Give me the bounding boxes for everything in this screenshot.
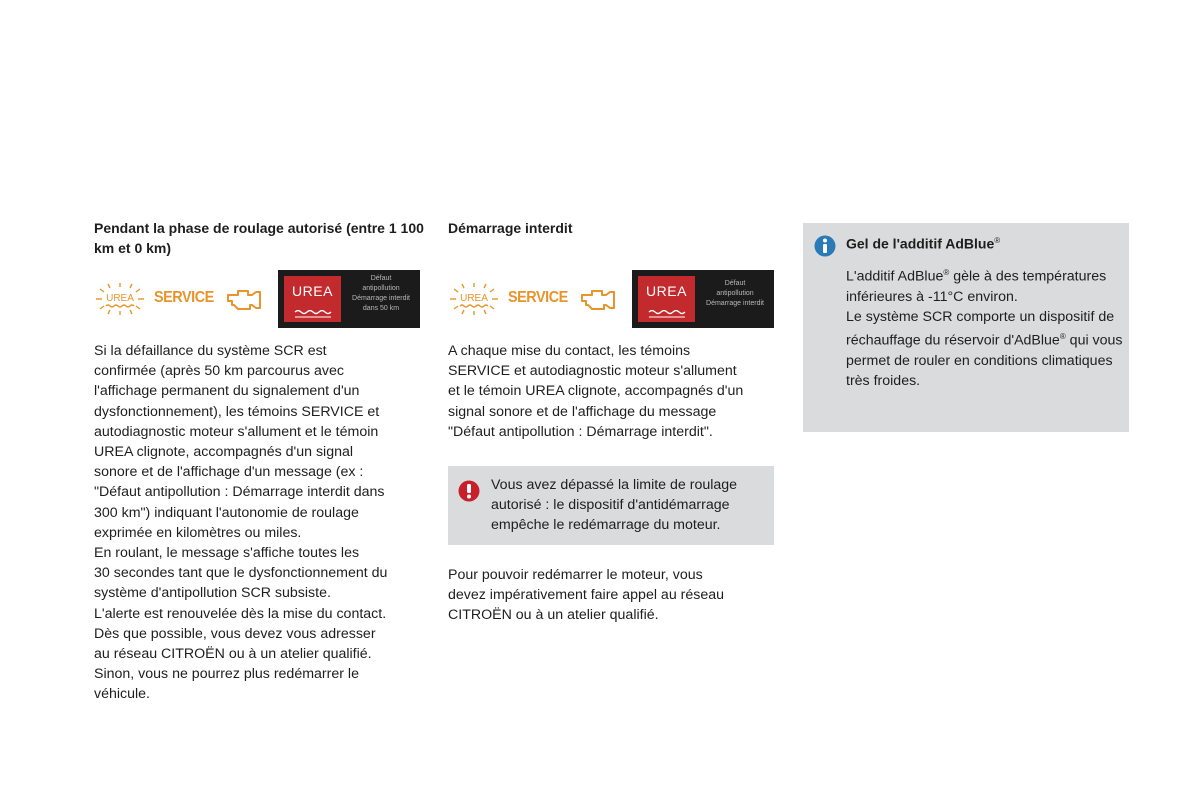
urea-lamp-label: UREA	[106, 293, 134, 304]
warning-lamps-row	[94, 270, 420, 328]
urea-lamp-icon	[94, 282, 146, 316]
display-urea-warning	[638, 276, 695, 322]
display-message: Défaut antipollution Démarrage interdit	[706, 280, 764, 307]
warning-lamps-row	[448, 270, 774, 328]
info-title: Gel de l'additif AdBlue®	[846, 235, 1001, 252]
urea-fluid-icon	[648, 308, 686, 318]
warning-notice	[448, 466, 774, 545]
section-heading: Démarrage interdit	[448, 220, 573, 236]
warning-text: Vous avez dépassé la limite de roulage autorisé : le dispositif d'antidémarrage empêche le redémarrage du moteur.	[491, 477, 738, 534]
display-message: Défaut antipollution Démarrage interdit dans 50 km	[352, 275, 410, 312]
engine-check-icon	[578, 285, 618, 315]
restart-instructions: Pour pouvoir redémarrer le moteur, vous devez impérativement faire appel au réseau CITROËN ou à un atelier qualifié.	[448, 567, 725, 624]
info-icon	[814, 235, 836, 257]
display-urea-label: UREA	[292, 283, 333, 299]
info-notice	[803, 223, 1129, 432]
service-lamp-label: SERVICE	[154, 289, 214, 306]
section-body: A chaque mise du contact, les témoins SERVICE et autodiagnostic moteur s'allument et le témoin UREA clignote, accompagnés d'un signal sonore et de l'affichage du message "Défaut antipollution : Démarrage interdit".	[448, 343, 744, 440]
display-urea-warning	[284, 276, 341, 322]
service-lamp-label: SERVICE	[508, 289, 568, 306]
dashboard-display	[278, 270, 420, 328]
engine-check-icon	[224, 285, 264, 315]
section-authorized-driving	[94, 218, 424, 705]
display-urea-label: UREA	[646, 283, 687, 299]
section-start-prohibited	[448, 218, 778, 442]
warning-icon	[458, 480, 480, 502]
dashboard-display	[632, 270, 774, 328]
section-body: Si la défaillance du système SCR est confirmée (après 50 km parcourus avec l'affichage permanent du signalement d'un dysfonctionnement), les témoins SERVICE et autodiagnostic moteur s'allument et le témoin UREA clignote, accompagnés d'un signal sonore et de l'affichage d'un message (ex : "Défaut antipollution : Démarrage interdit dans 300 km") indiquant l'autonomie de roulage exprimée en kilomètres ou miles. En roulant, le message s'affiche toutes les 30 secondes tant que le dysfonctionnement du système d'antipollution SCR subsiste. L'alerte est renouvelée dès la mise du contact. Dès que possible, vous devez vous adresser au réseau CITROËN ou à un atelier qualifié. Sinon, vous ne pourrez plus redémarrer le véhicule.	[94, 343, 388, 703]
info-text: L'additif AdBlue® gèle à des températures inférieures à -11°C environ. Le système SCR comporte un dispositif de réchauffage du réservoir d'AdBlue® qui vous permet de rouler en conditions climatiques très froides.	[846, 268, 1123, 390]
urea-lamp-label: UREA	[460, 293, 488, 304]
urea-fluid-icon	[294, 308, 332, 318]
section-heading: Pendant la phase de roulage autorisé (entre 1 100 km et 0 km)	[94, 220, 424, 256]
urea-lamp-icon	[448, 282, 500, 316]
